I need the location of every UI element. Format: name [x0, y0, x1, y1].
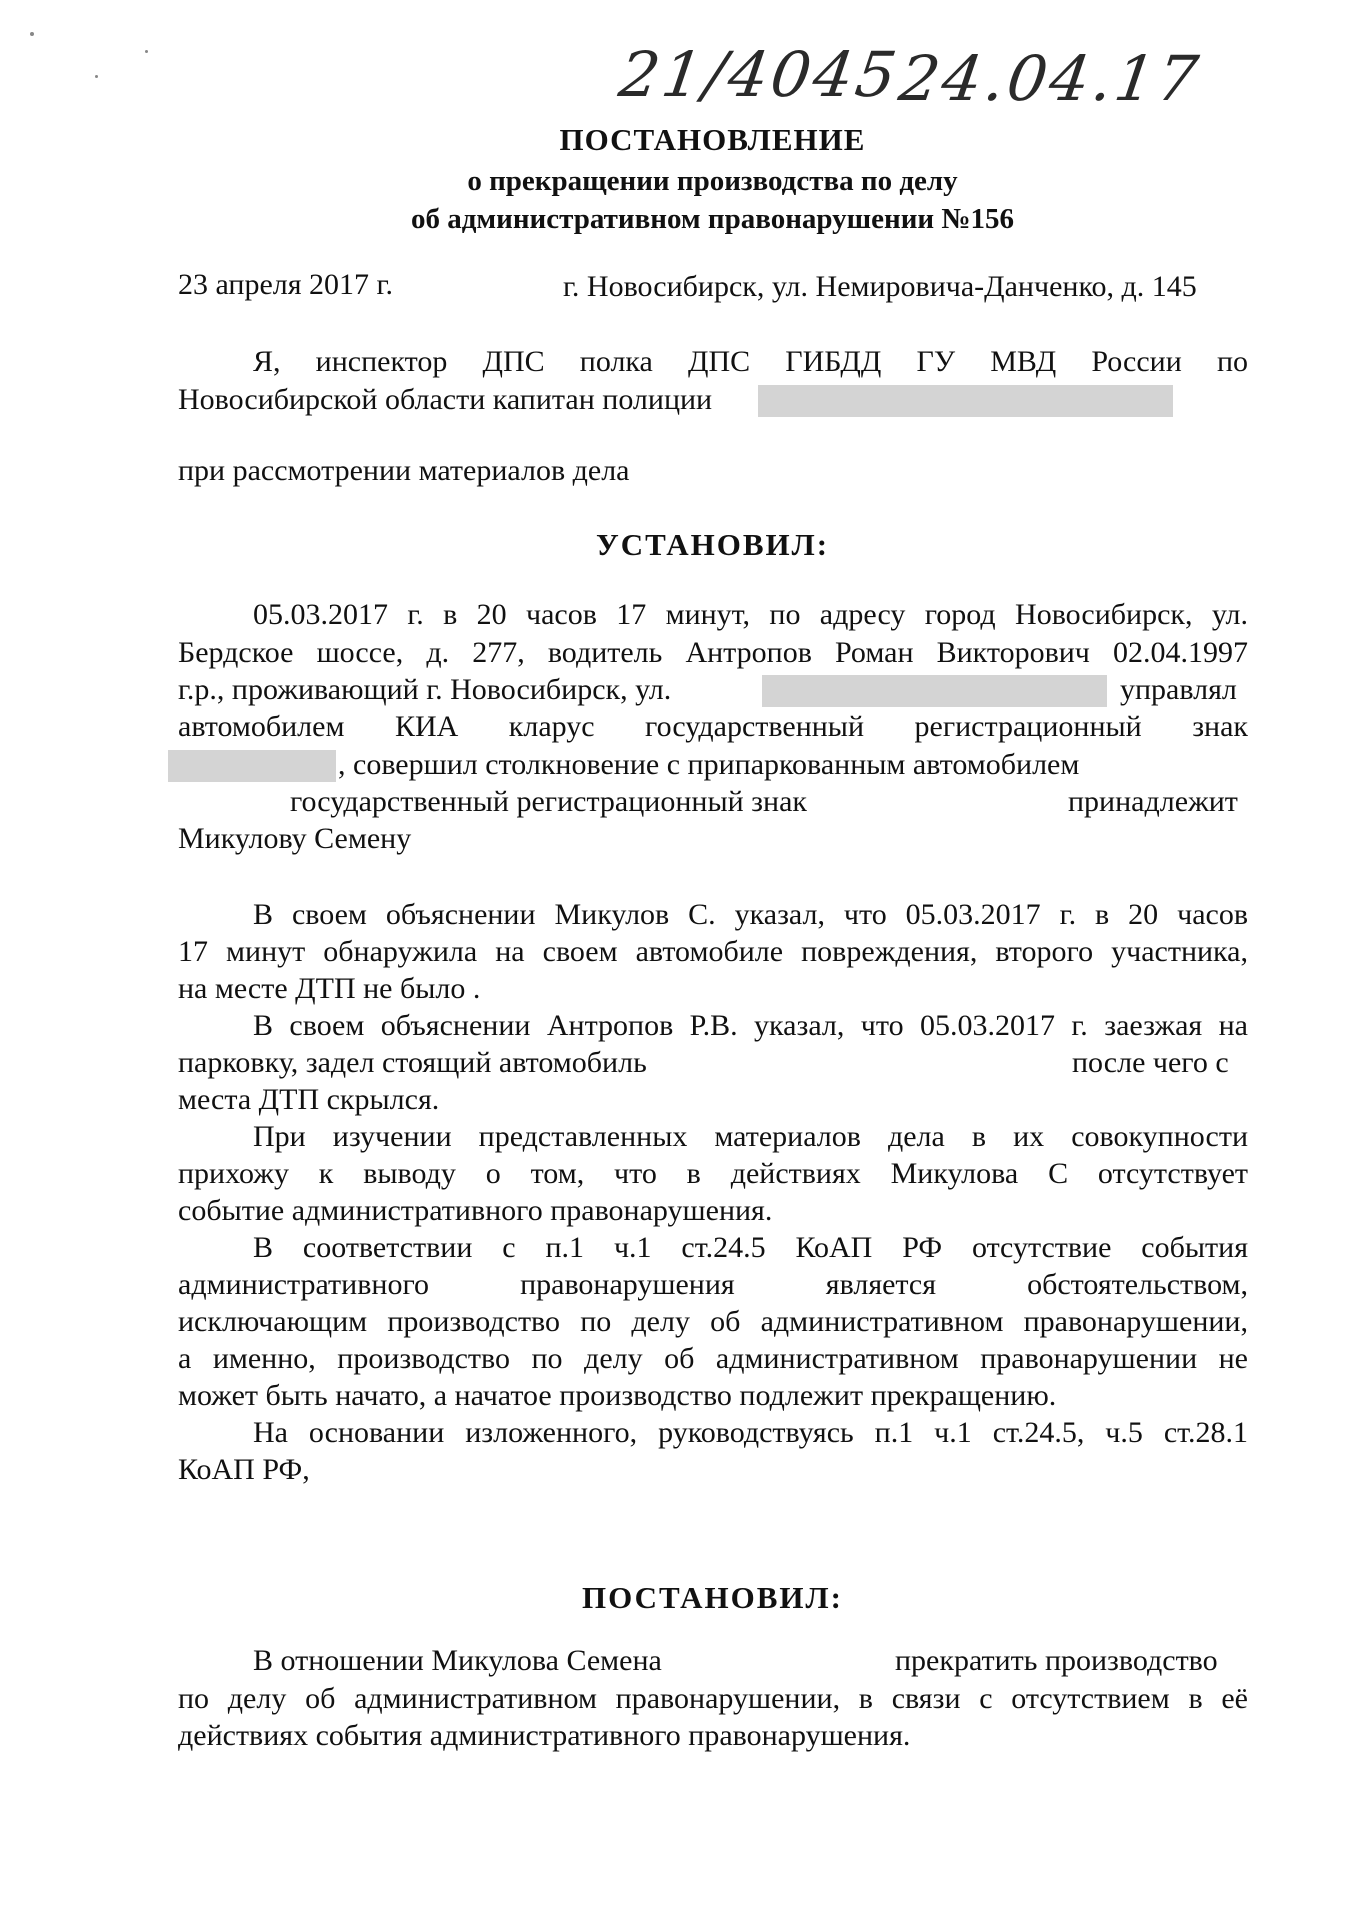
handwritten-registration-number: 21/4045	[614, 38, 904, 111]
established-p2-line-2: 17 минут обнаружила на своем автомобиле повреждения, второго участника,	[178, 935, 1248, 968]
established-p3-line-1: В своем объяснении Антропов Р.В. указал, что 05.03.2017 г. заезжая на	[253, 1009, 1248, 1042]
handwritten-date: 24.04.17	[894, 42, 1206, 115]
established-p1-line-5: , совершил столкновение с припаркованным автомобилем	[338, 748, 1080, 781]
scan-speck	[30, 32, 34, 36]
established-p3-line-2-start: парковку, задел стоящий автомобиль	[178, 1046, 647, 1079]
established-p5-line-2: административного правонарушения является обстоятельством,	[178, 1268, 1248, 1301]
established-p1-line-3-end: управлял	[1120, 673, 1237, 706]
established-p1-line-6-end: принадлежит	[1068, 785, 1238, 818]
established-p5-line-4: а именно, производство по делу об административном правонарушении не	[178, 1342, 1248, 1375]
established-p2-line-3: на месте ДТП не было .	[178, 972, 481, 1005]
document-place: г. Новосибирск, ул. Немировича-Данченко, д. 145	[563, 270, 1197, 303]
established-p1-line-7: Микулову Семену	[178, 822, 412, 855]
established-p1-line-1: 05.03.2017 г. в 20 часов 17 минут, по адресу город Новосибирск, ул.	[253, 598, 1248, 631]
established-p3-line-2-end: после чего с	[1072, 1046, 1229, 1079]
established-p1-line-4: автомобилем КИА кларус государственный регистрационный знак	[178, 710, 1248, 743]
heading-resolved: ПОСТАНОВИЛ:	[582, 1580, 843, 1615]
resolved-line-2: по делу об административном правонарушении, в связи с отсутствием в её	[178, 1682, 1248, 1715]
intro-line-3: при рассмотрении материалов дела	[178, 454, 630, 487]
scan-speck	[95, 75, 98, 78]
heading-established: УСТАНОВИЛ:	[595, 527, 830, 562]
established-p4-line-2: прихожу к выводу о том, что в действиях Микулова С отсутствует	[178, 1157, 1248, 1190]
document-subtitle-1: о прекращении производства по делу	[467, 165, 958, 197]
established-p1-line-2: Бердское шоссе, д. 277, водитель Антропов Роман Викторович 02.04.1997	[178, 636, 1248, 669]
established-p5-line-3: исключающим производство по делу об административном правонарушении,	[178, 1305, 1248, 1338]
document-subtitle-2: об административном правонарушении №156	[410, 203, 1015, 235]
intro-line-2: Новосибирской области капитан полиции	[178, 383, 713, 416]
intro-line-1: Я, инспектор ДПС полка ДПС ГИБДД ГУ МВД России по	[253, 345, 1248, 378]
established-p5-line-5: может быть начато, а начатое производство подлежит прекращению.	[178, 1379, 1057, 1412]
redacted-address	[762, 675, 1107, 707]
established-p5-line-1: В соответствии с п.1 ч.1 ст.24.5 КоАП РФ отсутствие события	[253, 1231, 1248, 1264]
established-p4-line-1: При изучении представленных материалов дела в их совокупности	[253, 1120, 1248, 1153]
redacted-inspector-name	[758, 385, 1173, 417]
established-p6-line-1: На основании изложенного, руководствуясь п.1 ч.1 ст.24.5, ч.5 ст.28.1	[253, 1416, 1248, 1449]
established-p1-line-3: г.р., проживающий г. Новосибирск, ул.	[178, 673, 672, 706]
resolved-line-3: действиях события административного правонарушения.	[178, 1719, 911, 1752]
resolved-line-1-end: прекратить производство	[895, 1644, 1218, 1677]
established-p3-line-3: места ДТП скрылся.	[178, 1083, 440, 1116]
established-p4-line-3: событие административного правонарушения.	[178, 1194, 773, 1227]
document-title: ПОСТАНОВЛЕНИЕ	[559, 122, 866, 157]
established-p2-line-1: В своем объяснении Микулов С. указал, что 05.03.2017 г. в 20 часов	[253, 898, 1248, 931]
established-p1-line-6-start: государственный регистрационный знак	[290, 785, 807, 818]
established-p6-line-2: КоАП РФ,	[178, 1453, 310, 1486]
resolved-line-1-start: В отношении Микулова Семена	[253, 1644, 662, 1677]
redacted-plate-number	[168, 750, 336, 782]
scan-speck	[145, 50, 148, 53]
document-date: 23 апреля 2017 г.	[178, 268, 393, 301]
